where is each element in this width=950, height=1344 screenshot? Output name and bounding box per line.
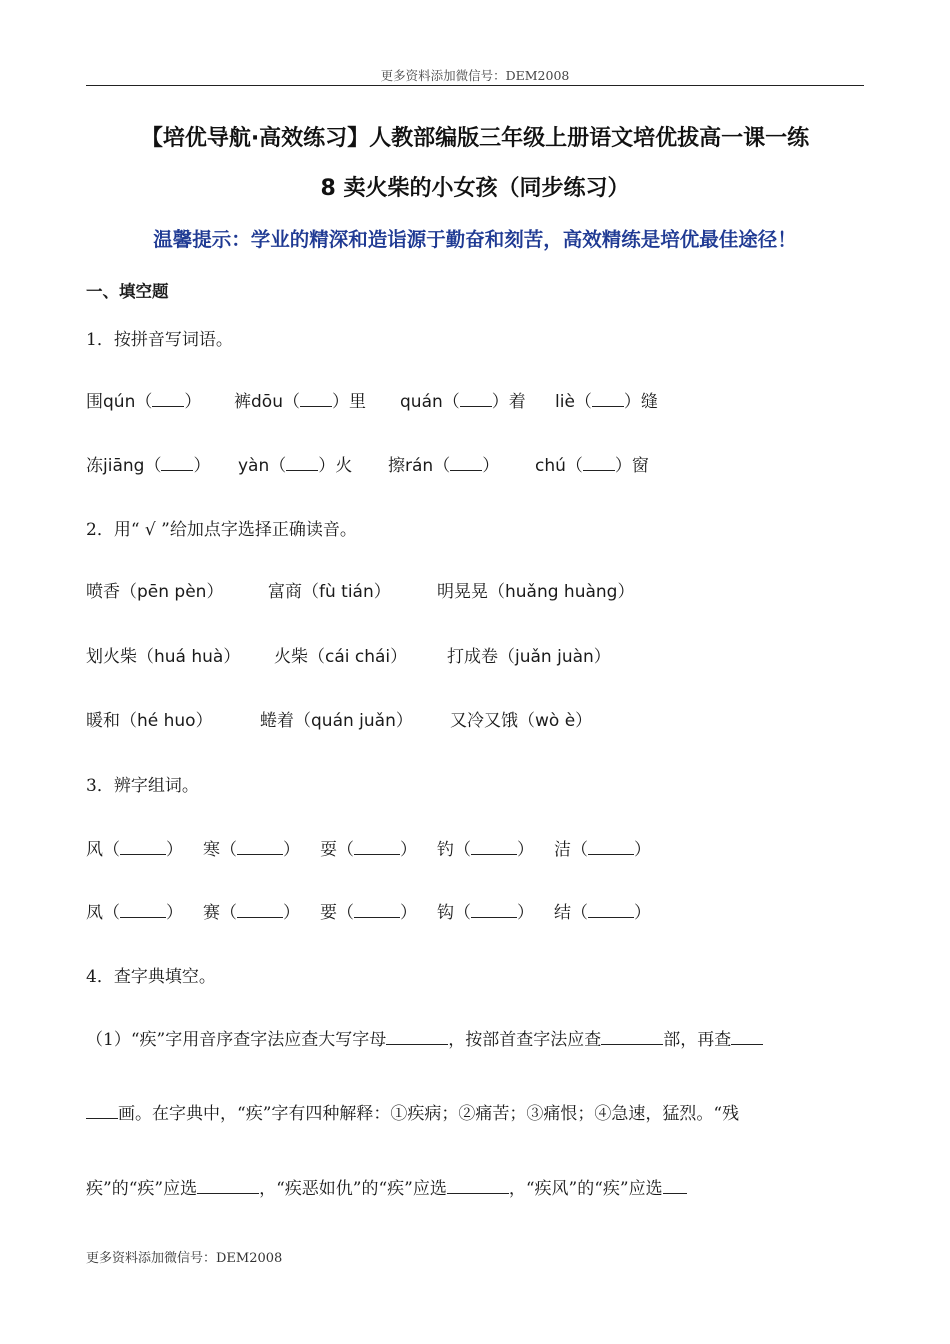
- answer-blank[interactable]: [588, 839, 634, 855]
- answer-blank[interactable]: [583, 455, 615, 471]
- reading-choice[interactable]: 火柴（cái chái）: [274, 647, 408, 667]
- reading-choice[interactable]: 划火柴（huá huà）: [86, 647, 241, 667]
- char-compound-item: 凤（ ）: [86, 903, 183, 923]
- answer-blank[interactable]: [447, 1178, 509, 1194]
- pinyin-item: 擦rán（ ）: [388, 456, 500, 476]
- char-compound-item: 寒（ ）: [203, 840, 300, 860]
- reading-choice[interactable]: 喷香（pēn pèn）: [86, 582, 224, 602]
- pinyin-item: yàn（ ）火: [238, 456, 353, 476]
- q2-row2: [86, 642, 876, 672]
- reading-choice[interactable]: 又冷又饿（wò è）: [450, 711, 593, 731]
- doc-title-line2: 8 卖火柴的小女孩（同步练习）: [320, 176, 630, 201]
- answer-blank[interactable]: [120, 839, 166, 855]
- char-compound-item: 洁（ ）: [554, 840, 651, 860]
- page-footer: 更多资料添加微信号：DEM2008: [86, 1251, 283, 1266]
- answer-blank[interactable]: [354, 839, 400, 855]
- char-compound-item: 钩（ ）: [437, 903, 534, 923]
- q4-line1: （1）“疾”字用音序查字法应查大写字母 ，按部首查字法应查 部，再查: [86, 1025, 866, 1050]
- answer-blank[interactable]: [588, 902, 634, 918]
- pinyin-item: liè（ ）缝: [555, 392, 658, 412]
- doc-title-line1: 【培优导航·高效练习】人教部编版三年级上册语文培优拔高一课一练: [140, 126, 810, 151]
- answer-blank[interactable]: [197, 1178, 259, 1194]
- q1-row2: [86, 451, 876, 481]
- answer-blank[interactable]: [386, 1029, 448, 1045]
- q3-row1: [86, 835, 876, 865]
- q2-row1: [86, 577, 876, 607]
- answer-blank[interactable]: [237, 839, 283, 855]
- answer-blank[interactable]: [120, 902, 166, 918]
- pinyin-item: 冻jiāng（ ）: [86, 456, 211, 476]
- char-compound-item: 赛（ ）: [203, 903, 300, 923]
- page-header: 更多资料添加微信号：DEM2008: [380, 68, 570, 83]
- answer-blank[interactable]: [86, 1103, 118, 1119]
- char-compound-item: 要（ ）: [320, 903, 417, 923]
- char-compound-item: 耍（ ）: [320, 840, 417, 860]
- q3-prompt: 3．辨字组词。: [86, 776, 199, 796]
- pinyin-item: chú（ ）窗: [535, 456, 649, 476]
- answer-blank[interactable]: [286, 455, 318, 471]
- answer-blank[interactable]: [471, 902, 517, 918]
- q1-row1: [86, 387, 876, 417]
- q3-row2: [86, 898, 876, 928]
- answer-blank[interactable]: [300, 391, 332, 407]
- answer-blank[interactable]: [354, 902, 400, 918]
- answer-blank[interactable]: [152, 391, 184, 407]
- answer-blank[interactable]: [663, 1178, 687, 1194]
- answer-blank[interactable]: [471, 839, 517, 855]
- q2-row3: [86, 706, 876, 736]
- pinyin-item: 裤dōu（ ）里: [234, 392, 366, 412]
- reading-choice[interactable]: 暖和（hé huo）: [86, 711, 213, 731]
- pinyin-item: 围qún（ ）: [86, 392, 202, 412]
- char-compound-item: 结（ ）: [554, 903, 651, 923]
- char-compound-item: 钓（ ）: [437, 840, 534, 860]
- char-compound-item: 风（ ）: [86, 840, 183, 860]
- answer-blank[interactable]: [460, 391, 492, 407]
- pinyin-item: quán（ ）着: [400, 392, 526, 412]
- reading-choice[interactable]: 富商（fù tián）: [268, 582, 391, 602]
- q2-prompt: 2．用“ √ ”给加点字选择正确读音。: [86, 520, 357, 540]
- q4-line2: 画。在字典中，“疾”字有四种解释：①疾病；②痛苦；③痛恨；④急速，猛烈。“残: [86, 1099, 866, 1124]
- header-divider: [86, 85, 864, 86]
- reading-choice[interactable]: 打成卷（juǎn juàn）: [447, 647, 611, 667]
- q4-line3: 疾”的“疾”应选 ，“疾恶如仇”的“疾”应选 ，“疾风”的“疾”应选: [86, 1174, 866, 1199]
- answer-blank[interactable]: [592, 391, 624, 407]
- reading-choice[interactable]: 蜷着（quán juǎn）: [260, 711, 413, 731]
- tip-banner: 温馨提示：学业的精深和造诣源于勤奋和刻苦，高效精练是培优最佳途径！: [153, 228, 797, 251]
- q4-prompt: 4．查字典填空。: [86, 967, 216, 987]
- answer-blank[interactable]: [601, 1029, 663, 1045]
- section-heading: 一、填空题: [86, 282, 169, 301]
- q1-prompt: 1．按拼音写词语。: [86, 330, 233, 350]
- answer-blank[interactable]: [161, 455, 193, 471]
- answer-blank[interactable]: [237, 902, 283, 918]
- answer-blank[interactable]: [731, 1029, 763, 1045]
- reading-choice[interactable]: 明晃晃（huǎng huàng）: [437, 582, 635, 602]
- answer-blank[interactable]: [450, 455, 482, 471]
